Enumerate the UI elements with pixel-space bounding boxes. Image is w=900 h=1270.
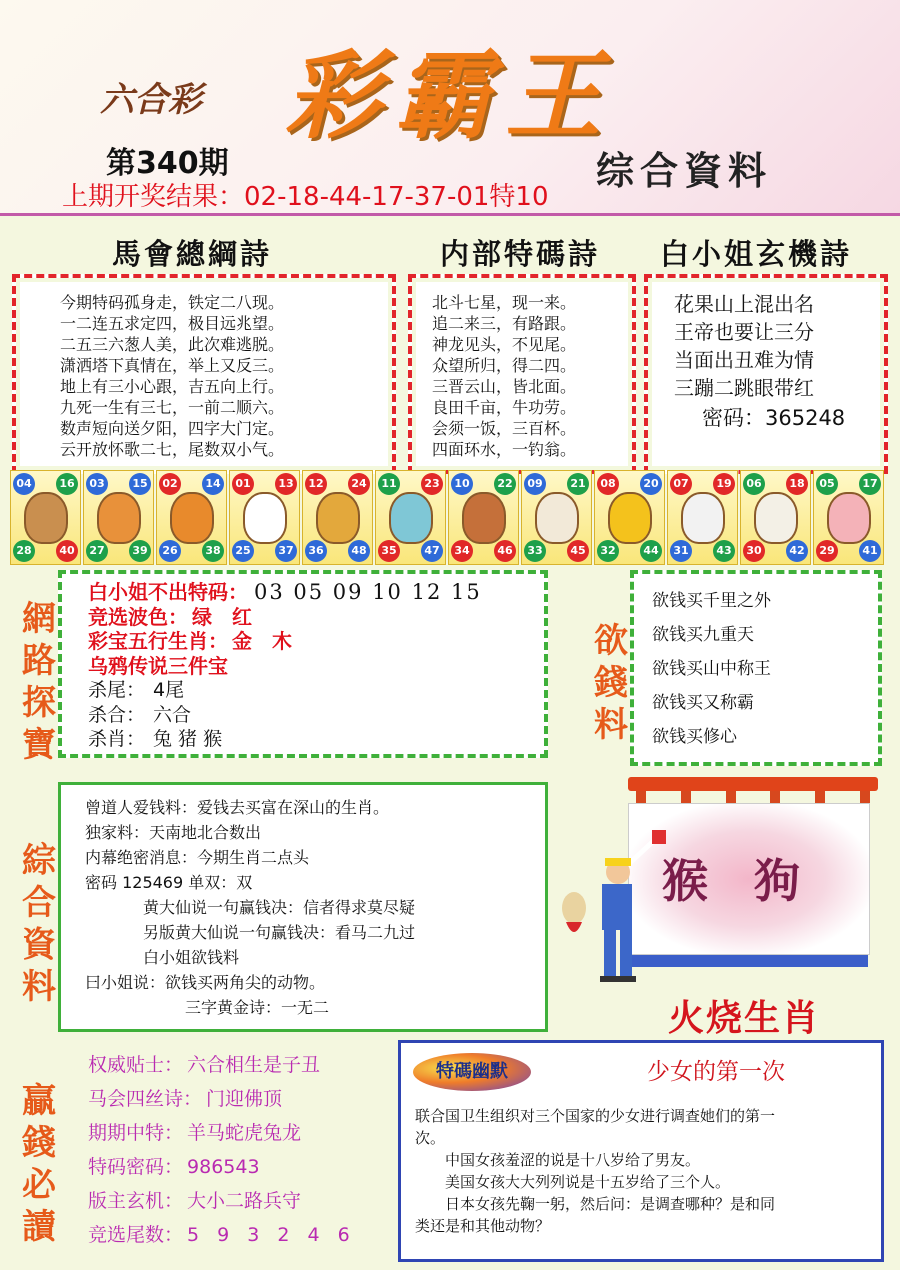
code-label: 密码： [702,406,765,430]
network-row-value: 绿 红 [192,604,252,629]
humor-line: 美国女孩大大列列说是十五岁给了三个人。 [415,1173,731,1191]
comprehensive-box [58,782,548,1032]
must-read-row [88,1082,388,1116]
poem-right-title: 白小姐玄機詩 [660,237,853,271]
billboard-caption: 火烧生肖 [668,997,821,1039]
zodiac-cell [375,470,446,565]
zodiac-number-ball: 30 [743,540,765,562]
poem-middle-line: 神龙见头，不见尾。 [432,335,577,354]
poem-left-box [12,274,396,474]
brand-logo: 彩霸王 [285,39,615,152]
network-row-value: 兔 猪 猴 [153,728,223,750]
money-box [630,570,882,766]
zodiac-number-ball: 42 [786,540,808,562]
must-read-label: 特码密码： [88,1156,184,1178]
poem-right-line: 三蹦二跳眼带红 [674,376,814,400]
zodiac-number-ball: 47 [421,540,443,562]
poem-middle-line: 三晋云山，皆北面。 [432,377,577,396]
poem-right-code [702,402,845,432]
network-row-label: 彩宝五行生肖： [88,629,228,653]
must-read-row [88,1150,388,1184]
poem-right-box [644,274,888,474]
zodiac-number-ball: 18 [786,473,808,495]
zodiac-number-ball: 27 [86,540,108,562]
money-line: 欲钱买山中称王 [652,659,771,679]
poem-left-line: 地上有三小心跟，吉五向上行。 [60,377,285,396]
zodiac-number-ball: 24 [348,473,370,495]
must-read-value: 羊马蛇虎兔龙 [187,1122,302,1144]
zodiac-number-ball: 14 [202,473,224,495]
zodiac-cell [594,470,665,565]
zodiac-number-ball: 01 [232,473,254,495]
poem-left-title: 馬會總綱詩 [112,237,273,271]
zodiac-number-ball: 05 [816,473,838,495]
last-result-numbers: 02-18-44-17-37-01特10 [244,182,549,212]
network-row-label: 白小姐不出特码： [88,580,248,604]
zodiac-number-ball: 35 [378,540,400,562]
poem-middle-box [408,274,636,474]
network-row [88,605,544,630]
zodiac-number-ball: 29 [816,540,838,562]
zodiac-cell [83,470,154,565]
poem-middle-line: 追二来三，有路跟。 [432,314,577,333]
poem-middle-line: 众望所归，得二四。 [432,356,577,375]
zodiac-number-ball: 15 [129,473,151,495]
poem-right-line: 花果山上混出名 [674,292,814,316]
zodiac-number-ball: 46 [494,540,516,562]
must-read-row [88,1116,388,1150]
comprehensive-line: 内幕绝密消息：今期生肖二点头 [85,848,310,867]
zodiac-number-ball: 28 [13,540,35,562]
comprehensive-vertical-label: 綜合資料 [22,841,56,1007]
network-row-label: 乌鸦传说三件宝 [88,653,228,678]
zodiac-cell [10,470,81,565]
zodiac-number-ball: 25 [232,540,254,562]
must-read-label: 版主玄机： [88,1190,184,1212]
money-line: 欲钱买九重天 [652,625,754,645]
network-box [58,570,548,758]
zodiac-number-ball: 40 [56,540,78,562]
zodiac-number-ball: 09 [524,473,546,495]
must-read-value: 六合相生是子丑 [187,1054,321,1076]
billboard-lights [636,791,870,803]
zodiac-number-ball: 26 [159,540,181,562]
poem-left-line: 数声短向送夕阳，四字大门定。 [60,419,285,438]
zodiac-animal-icon [462,492,506,544]
must-read-value: 5 9 3 2 4 6 [187,1224,356,1246]
zodiac-number-ball: 17 [859,473,881,495]
zodiac-number-ball: 12 [305,473,327,495]
zodiac-number-ball: 32 [597,540,619,562]
last-result-label: 上期开奖结果： [62,182,245,212]
zodiac-number-ball: 34 [451,540,473,562]
network-row-label: 竞选波色： [88,604,188,629]
poem-left-line: 二五三六葱人美，此次难逃脱。 [60,335,285,354]
zodiac-number-ball: 37 [275,540,297,562]
zodiac-number-ball: 08 [597,473,619,495]
must-read-value: 门迎佛顶 [206,1088,283,1110]
zodiac-number-ball: 16 [56,473,78,495]
zodiac-animal-icon [24,492,68,544]
zodiac-number-ball: 13 [275,473,297,495]
network-row-value: 金 木 [232,629,292,653]
zodiac-cell [813,470,884,565]
zodiac-animal-icon [389,492,433,544]
zodiac-number-ball: 45 [567,540,589,562]
zodiac-cell [521,470,592,565]
zodiac-animal-icon [608,492,652,544]
network-row-value: 4尾 [153,679,185,701]
poem-right-line: 王帝也要让三分 [674,320,814,344]
comprehensive-line: 三字黄金诗：一无二 [185,998,330,1017]
billboard-top-bar [628,777,878,791]
poem-left-line: 潇洒塔下真情在，举上又反三。 [60,356,285,375]
zodiac-number-ball: 02 [159,473,181,495]
zodiac-number-ball: 44 [640,540,662,562]
zodiac-number-ball: 38 [202,540,224,562]
zodiac-animal-icon [754,492,798,544]
must-read-row [88,1048,388,1082]
zodiac-animal-icon [827,492,871,544]
comprehensive-line: 另版黄大仙说一句赢钱决：看马二九过 [143,923,416,942]
network-row [88,654,544,679]
zodiac-number-ball: 41 [859,540,881,562]
last-result [62,176,549,213]
comprehensive-line: 密码 125469 单双：双 [85,873,253,892]
must-read-value: 大小二路兵守 [187,1190,302,1212]
money-line: 欲钱买又称霸 [652,693,754,713]
zodiac-number-ball: 20 [640,473,662,495]
zodiac-number-ball: 11 [378,473,400,495]
humor-line: 中国女孩羞涩的说是十八岁给了男友。 [415,1151,701,1169]
zodiac-number-ball: 06 [743,473,765,495]
poem-middle-line: 良田千亩，牛功劳。 [432,398,577,417]
comprehensive-line: 独家料：天南地北合数出 [85,823,262,842]
poem-middle-title: 内部特碼詩 [440,237,601,271]
humor-box [398,1040,884,1262]
zodiac-number-ball: 07 [670,473,692,495]
poem-left-line: 今期特码孤身走，铁定二八现。 [60,293,285,312]
zodiac-animal-icon [97,492,141,544]
poem-right-line: 当面出丑难为情 [674,348,814,372]
network-row-label: 杀肖： [88,728,146,750]
issue-number: 第340期 [106,146,229,181]
comprehensive-line: 黄大仙说一句赢钱决：信者得求莫尽疑 [143,898,416,917]
zodiac-number-ball: 31 [670,540,692,562]
must-read-vertical-label: 贏錢必讀 [22,1081,56,1247]
network-row-value: 六合 [153,703,192,726]
header-divider [0,213,900,216]
humor-line: 联合国卫生组织对三个国家的少女进行调查她们的第一 [415,1107,776,1125]
network-row [88,678,544,703]
network-row [88,629,544,654]
network-row-label: 杀尾： [88,679,146,701]
zodiac-number-ball: 48 [348,540,370,562]
zodiac-number-ball: 36 [305,540,327,562]
zodiac-number-row [10,470,884,565]
poem-middle-line: 会须一饭，三百杯。 [432,419,577,438]
zodiac-cell [229,470,300,565]
zodiac-number-ball: 03 [86,473,108,495]
must-read-list [88,1048,388,1252]
must-read-row [88,1218,388,1252]
zodiac-animal-icon [681,492,725,544]
poem-left-line: 云开放怀歌二七，尾数双小气。 [60,440,285,459]
zodiac-number-ball: 04 [13,473,35,495]
zodiac-number-ball: 19 [713,473,735,495]
zodiac-animal-icon [316,492,360,544]
zodiac-cell [667,470,738,565]
zodiac-animal-icon [243,492,287,544]
money-line: 欲钱买修心 [652,727,737,747]
must-read-label: 马会四丝诗： [88,1088,203,1110]
network-row-label: 杀合： [88,703,146,726]
must-read-value: 986543 [187,1156,260,1178]
network-row-value: 03 05 09 10 12 15 [254,580,482,604]
zodiac-number-ball: 21 [567,473,589,495]
humor-line: 次。 [415,1129,446,1147]
must-read-label: 权威贴士： [88,1054,184,1076]
network-vertical-label: 網路探寶 [22,599,56,765]
painter-figure [560,830,670,990]
billboard-text: 猴 狗 [662,854,800,908]
comprehensive-line: 曾道人爱钱料：爱钱去买富在深山的生肖。 [85,798,390,817]
humor-line: 类还是和其他动物？ [415,1217,551,1235]
humor-title: 少女的第一次 [647,1059,785,1085]
poem-left-line: 九死一生有三七，一前二顺六。 [60,398,285,417]
must-read-row [88,1184,388,1218]
zodiac-animal-icon [535,492,579,544]
zodiac-number-ball: 23 [421,473,443,495]
network-row [88,727,544,752]
network-row [88,703,544,728]
zodiac-cell [740,470,811,565]
must-read-label: 期期中特： [88,1122,184,1144]
humor-line: 日本女孩先鞠一躬，然后问：是调查哪种？是和同 [415,1195,776,1213]
zodiac-animal-icon [170,492,214,544]
comprehensive-line: 白小姐欲钱料 [143,948,240,967]
zodiac-cell [156,470,227,565]
brand-small: 六合彩 [100,80,202,120]
must-read-label: 竞选尾数： [88,1224,184,1246]
zodiac-cell [448,470,519,565]
zodiac-number-ball: 39 [129,540,151,562]
subtitle: 综合資料 [596,148,773,193]
zodiac-number-ball: 43 [713,540,735,562]
code-value: 365248 [765,406,846,430]
comprehensive-line: 曰小姐说：欲钱买两角尖的动物。 [85,973,326,992]
zodiac-number-ball: 10 [451,473,473,495]
zodiac-number-ball: 33 [524,540,546,562]
network-row [88,580,544,605]
zodiac-cell [302,470,373,565]
zodiac-number-ball: 22 [494,473,516,495]
poem-middle-line: 北斗七星，现一来。 [432,293,577,312]
money-vertical-label: 欲錢料 [594,621,628,745]
poem-left-line: 一二连五求定四，极目远兆望。 [60,314,285,333]
poem-middle-line: 四面环水，一钓翁。 [432,440,577,459]
money-line: 欲钱买千里之外 [652,591,771,611]
humor-badge: 特碼幽默 [413,1053,531,1091]
